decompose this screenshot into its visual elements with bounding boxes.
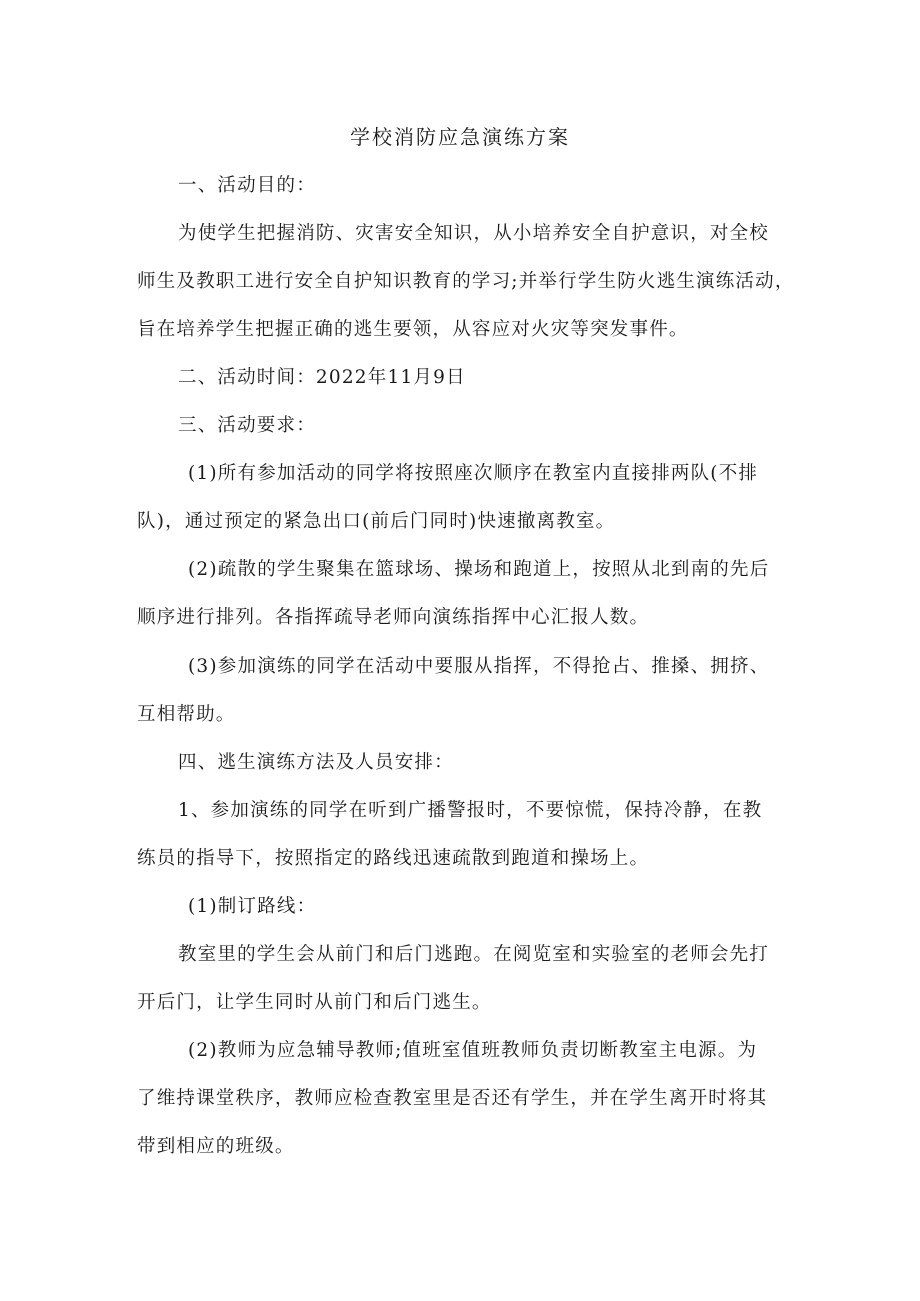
paragraph-line: (3)参加演练的同学在活动中要服从指挥，不得抢占、推搡、拥挤、 (188, 656, 770, 677)
paragraph-line: 练员的指导下，按照指定的路线迅速疏散到跑道和操场上。 (137, 848, 650, 869)
section-heading-time: 二、活动时间：2022年11月9日 (178, 367, 466, 388)
subheading-route: (1)制订路线： (188, 896, 317, 917)
paragraph-line: (2)教师为应急辅导教师;值班室值班教师负责切断教室主电源。为 (188, 1040, 758, 1061)
paragraph-line: 互相帮助。 (137, 704, 236, 725)
paragraph-line: 旨在培养学生把握正确的逃生要领，从容应对火灾等突发事件。 (137, 319, 689, 340)
section-heading-methods: 四、逃生演练方法及人员安排： (178, 752, 454, 773)
paragraph-line: 教室里的学生会从前门和后门逃跑。在阅览室和实验室的老师会先打 (178, 944, 770, 965)
paragraph-line: 开后门，让学生同时从前门和后门逃生。 (137, 992, 492, 1013)
paragraph-line: 师生及教职工进行安全自护知识教育的学习;并举行学生防火逃生演练活动， (137, 271, 795, 292)
section-heading-requirements: 三、活动要求： (178, 415, 316, 436)
paragraph-line: 带到相应的班级。 (137, 1136, 295, 1157)
paragraph-line: 顺序进行排列。各指挥疏导老师向演练指挥中心汇报人数。 (137, 607, 650, 628)
paragraph-line: 队)，通过预定的紧急出口(前后门同时)快速撤离教室。 (137, 511, 616, 532)
paragraph-line: 为使学生把握消防、灾害安全知识，从小培养安全自护意识，对全校 (178, 223, 770, 244)
paragraph-line: 了维持课堂秩序，教师应检查教室里是否还有学生，并在学生离开时将其 (137, 1088, 768, 1109)
paragraph-line: 1、参加演练的同学在听到广播警报时，不要惊慌，保持冷静，在教 (178, 800, 763, 821)
section-heading-purpose: 一、活动目的： (178, 175, 316, 196)
paragraph-line: (2)疏散的学生聚集在篮球场、操场和跑道上，按照从北到南的先后 (188, 559, 770, 580)
document-title: 学校消防应急演练方案 (350, 125, 570, 149)
paragraph-line: (1)所有参加活动的同学将按照座次顺序在教室内直接排两队(不排 (188, 463, 759, 484)
